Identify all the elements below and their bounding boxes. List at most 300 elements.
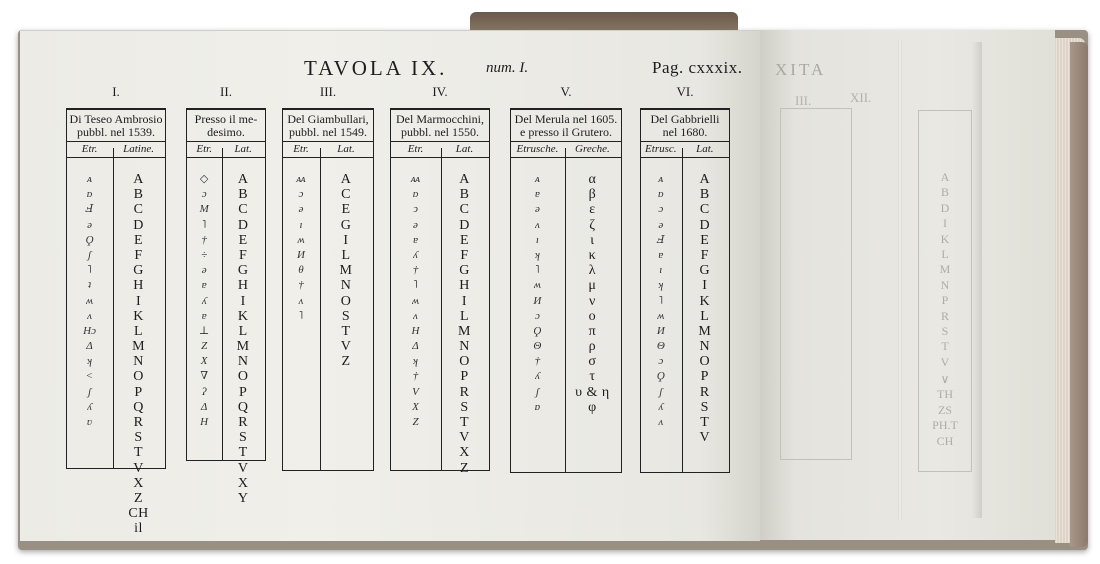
latin-letter: R [699,384,710,400]
etruscan-letter-column [641,168,681,466]
etruscan-letter: Θ [533,340,542,353]
latin-letter: E [341,202,351,218]
latin-letter: I [240,293,246,309]
etruscan-letter: ǝ [658,218,664,231]
table-roman-numeral: III. [319,84,337,99]
etruscan-letter: ʃ [535,385,539,398]
etruscan-letter-column [187,168,221,454]
column-header-etruscan: Etr. [293,143,309,155]
page-fold-2 [972,42,982,518]
etruscan-letter: ʍ [657,309,665,322]
etruscan-letter: ɐ [201,279,207,292]
etruscan-letter: ɐ [413,233,418,246]
latin-letter: P [460,369,469,385]
etruscan-letter: Θ [656,340,665,353]
right-page-table-1 [780,108,852,460]
etruscan-letter: † [201,233,207,246]
latin-letter: O [699,354,711,370]
latin-letter: R [238,415,249,430]
etruscan-letter: ʔ [201,385,207,398]
etruscan-letter: ʋ [86,416,93,428]
etruscan-letter: ˥ [87,264,92,277]
ghost-letter: A [940,170,950,184]
table-source-heading [67,110,165,142]
ghost-letter: P [941,293,949,308]
latin-letter: φ [588,399,597,415]
etruscan-letter: ǝ [201,264,207,277]
table-frame [510,108,622,473]
heading-line: Del Giambullari, [287,112,369,126]
table-roman-numeral: VI. [676,84,694,99]
etruscan-letter: Z [412,416,419,428]
latin-letter: κ [588,247,597,263]
latin-letter: G [699,263,711,279]
etruscan-letter: ɔ [658,203,664,216]
plate-title: TAVOLA IX. [304,56,448,80]
right-page-digraphs [922,372,968,449]
latin-letter: P [700,369,709,385]
etruscan-letter: Ⅎ [85,203,94,216]
etruscan-letter: ı [299,218,303,231]
etruscan-letter: † [534,355,541,368]
latin-letter: E [700,232,710,248]
heading-line: Del Marmocchini, [396,112,484,126]
ghost-letter: L [941,246,949,261]
etruscan-letter: ɔ [658,355,664,368]
etruscan-letter: ∇ [200,370,208,383]
latin-letter-column [221,168,265,506]
etruscan-letter: Ⅎ [656,233,665,246]
right-page-colhead-2: XII. [850,90,872,105]
column-divider [565,148,566,472]
latin-letter: P [134,384,143,400]
latin-letter: T [459,415,470,430]
column-headers [67,142,165,158]
etruscan-letter: Δ [86,340,93,353]
etruscan-letter: H [411,324,420,337]
latin-letter: N [340,278,352,294]
alphabet-table-5 [510,84,622,470]
column-header-etruscan: Etr. [81,143,98,155]
latin-letter: F [134,247,143,263]
latin-letter: V [459,430,470,446]
etruscan-letter: ÷ [201,248,208,261]
latin-letter: ρ [588,339,597,355]
etruscan-letter-column [391,168,440,464]
latin-letter-column [440,168,489,476]
latin-letter: σ [588,354,597,370]
column-header-etruscan: Etr. [196,143,212,155]
latin-letter: K [133,308,144,324]
latin-letter: μ [588,278,597,294]
latin-letter: A [340,172,352,187]
latin-letter: T [134,445,144,461]
latin-letter: N [133,354,144,370]
latin-letter: B [238,187,249,203]
table-frame [390,108,490,476]
alphabet-table-6 [640,84,730,470]
etruscan-letter: ʎ [658,400,664,413]
etruscan-letter: ᴅ [86,188,93,201]
etruscan-letter-column [511,168,564,466]
column-headers [511,142,621,158]
etruscan-letter-column [67,168,112,462]
latin-letter: B [699,187,710,203]
ghost-letter: PH.T [932,418,958,433]
etruscan-letter: ʃ [659,385,663,398]
heading-line: Del Merula nel 1605. [514,112,618,126]
etruscan-letter: ʌ [413,309,418,322]
ghost-letter: CH [936,433,954,448]
etruscan-letter: Ϙ [85,233,94,246]
latin-letter: V [133,460,144,476]
latin-letter: T [238,445,248,461]
etruscan-letter: ɒ [534,400,541,413]
etruscan-letter: ʃ [87,248,92,261]
latin-letter: C [238,202,249,218]
heading-line: Di Teseo Ambrosio [69,112,163,126]
etruscan-letter: ʍ [85,294,94,307]
etruscan-letter: M [199,203,209,216]
table-source-heading [187,110,265,142]
latin-letter: L [700,308,710,324]
latin-letter: G [459,263,470,279]
latin-letter: H [133,278,144,294]
latin-letter: O [133,369,144,385]
latin-letter: C [133,202,144,218]
latin-letter: X [237,475,249,491]
column-divider [113,148,114,468]
column-divider [441,148,442,470]
latin-letter: S [700,399,709,415]
etruscan-letter: X [200,355,208,368]
table-frame [282,108,374,471]
latin-letter-column [681,168,729,466]
latin-letter: F [460,247,469,263]
latin-letter: S [239,430,248,446]
etruscan-letter: ᴅ [412,188,419,201]
heading-line: desimo. [207,125,245,139]
etruscan-letter: ↄ [413,203,418,216]
latin-letter: M [236,339,250,355]
column-header-latin: Lat. [337,143,355,155]
latin-letter: A [699,172,711,187]
latin-letter: V [237,460,249,476]
latin-letter: il [134,521,143,537]
latin-letter: D [699,217,711,233]
latin-letter-column [112,168,165,537]
column-header-latin: Lat. [234,143,252,155]
etruscan-letter: ᴀᴀ [296,173,306,185]
ghost-letter: I [943,216,947,231]
column-divider [320,148,321,470]
latin-letter: D [237,217,249,233]
latin-letter: V [699,430,711,446]
right-page-colhead-1: III. [795,93,812,108]
latin-letter: A [237,172,249,187]
table-roman-numeral: II. [220,84,232,99]
latin-letter: Q [133,399,144,415]
heading-line: e presso il Grutero. [520,125,612,139]
etruscan-letter: ʞ [413,355,418,368]
latin-letter: ζ [589,217,596,233]
latin-letter: CH [128,506,149,522]
ghost-letter: B [940,185,949,200]
latin-letter: E [134,232,144,248]
table-source-heading [511,110,621,142]
latin-letter: A [133,172,144,187]
page-fold [898,40,902,520]
latin-letter: M [698,323,712,339]
ghost-letter: K [940,231,950,246]
latin-letter: L [341,247,351,263]
etruscan-letter: ᴀ [658,173,663,185]
etruscan-letter: ɔ [298,188,304,201]
alphabet-table-2 [186,84,266,506]
heading-line: Del Gabbrielli [650,112,720,126]
etruscan-letter-column [283,168,319,464]
latin-letter: Z [134,490,144,506]
latin-letter: O [459,354,470,370]
etruscan-letter: ɔ [534,309,540,322]
latin-letter: L [134,323,144,339]
alphabet-table-3 [282,84,374,468]
latin-letter: Z [459,460,470,476]
etruscan-letter: ʎ [534,370,540,383]
etruscan-letter: Hɔ [83,324,96,337]
latin-letter: P [239,384,248,400]
ghost-letter: V [940,354,950,369]
latin-letter: N [237,354,249,370]
etruscan-letter: ǝ [534,203,540,216]
etruscan-letter: Z [201,340,208,353]
latin-letter: O [237,369,249,385]
column-header-latin: Greche. [575,143,610,155]
latin-letter: τ [589,369,596,385]
latin-letter: Y [237,490,249,506]
heading-line: pubbl. nel 1549. [289,125,367,139]
latin-letter: B [133,187,144,203]
etruscan-letter: ◇ [199,173,209,185]
etruscan-letter: ʌ [658,416,664,428]
etruscan-letter: ʎ [413,248,418,261]
etruscan-letter: ʌ [534,218,540,231]
etruscan-letter: ʌ [87,309,92,322]
latin-letter-column [564,168,621,466]
heading-line: pubbl. nel 1550. [401,125,479,139]
etruscan-letter: ʌ [298,294,304,307]
latin-letter: L [459,308,470,324]
table-frame [66,108,166,537]
latin-letter: K [237,308,249,324]
etruscan-letter: Δ [412,340,419,353]
latin-letter: Z [341,354,351,370]
latin-letter: N [459,339,470,355]
latin-letter: X [459,445,470,461]
right-page-header: XITA [775,60,827,79]
book-cover-edge [1070,42,1088,547]
latin-letter: A [459,172,470,187]
etruscan-letter: ʞ [87,355,92,368]
latin-letter: I [461,293,468,309]
latin-letter: π [588,323,597,339]
latin-letter: S [460,399,469,415]
ghost-letter: S [941,323,949,338]
etruscan-letter: † [412,264,419,277]
etruscan-letter: ʍ [411,294,420,307]
etruscan-letter: ˥ [298,309,304,322]
column-headers [283,142,373,158]
column-headers [641,142,729,158]
latin-letter: S [134,430,143,446]
ghost-letter: ∨ [940,372,950,386]
latin-letter: ι [590,232,595,248]
latin-letter: K [699,293,711,309]
etruscan-letter: ˥ [202,218,207,231]
latin-letter: I [135,293,142,309]
table-frame [640,108,730,473]
latin-letter: β [588,187,597,203]
etruscan-letter: ˥ [413,279,418,292]
table-source-heading [641,110,729,142]
column-headers [187,142,265,158]
latin-letter: E [238,232,248,248]
latin-letter: R [133,415,144,430]
table-roman-numeral: I. [112,84,120,99]
etruscan-letter: ı [535,233,539,246]
etruscan-letter: ı [659,264,663,277]
table-source-heading [391,110,489,142]
latin-letter: V [340,339,352,355]
etruscan-letter: ᴀ [535,173,540,185]
latin-letter: I [343,232,349,248]
etruscan-letter: ʎ [201,294,207,307]
etruscan-letter: ɐ [534,188,540,201]
etruscan-letter: ʍ [297,233,305,246]
etruscan-letter: Ϙ [533,324,542,337]
latin-letter: E [459,232,470,248]
latin-letter: D [133,217,144,233]
latin-letter: λ [588,263,597,279]
etruscan-letter: X [412,400,419,413]
latin-letter: M [339,263,353,279]
etruscan-letter: ʎ [87,400,92,413]
latin-letter: C [459,202,470,218]
latin-letter: G [340,217,352,233]
latin-letter: M [458,323,471,339]
table-roman-numeral: IV. [432,84,448,99]
latin-letter: N [699,339,711,355]
etruscan-letter: ⊥ [198,324,210,337]
etruscan-letter: ǝ [87,218,92,231]
latin-letter: R [459,384,470,400]
ghost-letter: M [939,262,951,277]
etruscan-letter: ˥ [658,294,663,307]
table-frame [186,108,266,506]
latin-letter: H [237,278,249,294]
etruscan-letter: ʞ [534,248,540,261]
latin-letter: H [459,278,470,294]
latin-letter: Q [237,399,249,415]
etruscan-letter: ˥ [535,264,540,277]
latin-letter: ν [588,293,596,309]
page-number: Pag. cxxxix. [652,58,743,77]
heading-line: Presso il me- [194,112,258,126]
ghost-letter: TH [937,387,953,402]
etruscan-letter: ǝ [413,218,418,231]
etruscan-letter: † [298,279,304,292]
etruscan-letter: ᴀᴀ [411,173,420,185]
alphabet-table-1 [66,84,166,537]
etruscan-letter: И [297,248,305,261]
latin-letter: T [700,415,710,430]
latin-letter: T [341,323,351,339]
latin-letter: G [237,263,249,279]
etruscan-letter: ʍ [533,279,542,292]
etruscan-letter: V [412,385,419,398]
plate-number: num. I. [486,60,529,76]
etruscan-letter: Δ [200,400,208,413]
column-header-latin: Lat. [696,143,714,155]
etruscan-letter: † [412,370,419,383]
column-header-latin: Lat. [455,143,474,155]
table-source-heading [283,110,373,142]
latin-letter: X [133,475,144,491]
ghost-letter: R [940,308,949,323]
latin-letter: L [238,323,248,339]
ghost-letter: ZS [937,402,952,417]
ghost-letter: D [940,200,950,215]
latin-letter: O [340,293,352,309]
etruscan-letter: Ϙ [656,370,665,383]
column-header-etruscan: Etr. [407,143,424,155]
etruscan-letter: ɐ [658,248,664,261]
latin-letter: D [459,217,470,233]
heading-line: nel 1680. [662,125,708,139]
etruscan-letter: ʇ [88,279,92,292]
latin-letter: G [133,263,144,279]
ghost-letter: T [941,339,949,354]
etruscan-letter: И [656,324,665,337]
etruscan-letter: ᴀ [87,173,92,185]
latin-letter: ε [589,202,596,218]
latin-letter: C [341,187,351,203]
latin-letter: υ & η [575,384,610,400]
latin-letter: S [341,308,351,324]
latin-letter: I [702,278,708,294]
latin-letter: M [132,339,146,355]
etruscan-letter: ǝ [298,203,304,216]
right-page-letters [922,170,968,370]
latin-letter: B [459,187,470,203]
latin-letter: ο [588,308,597,324]
column-divider [222,148,223,460]
column-header-latin: Latine. [123,143,154,155]
etruscan-letter: ʞ [658,279,664,292]
column-header-etruscan: Etrusc. [645,143,677,155]
etruscan-letter: θ [298,264,304,277]
column-header-etruscan: Etrusche. [516,143,559,155]
heading-line: pubbl. nel 1539. [77,125,155,139]
column-headers [391,142,489,158]
latin-letter: α [588,172,597,187]
ghost-letter: N [940,277,950,292]
etruscan-letter: ᴅ [658,188,664,201]
etruscan-letter: И [533,294,542,307]
latin-letter: F [239,247,248,263]
table-roman-numeral: V. [560,84,572,99]
etruscan-letter: ˂ [85,370,94,383]
